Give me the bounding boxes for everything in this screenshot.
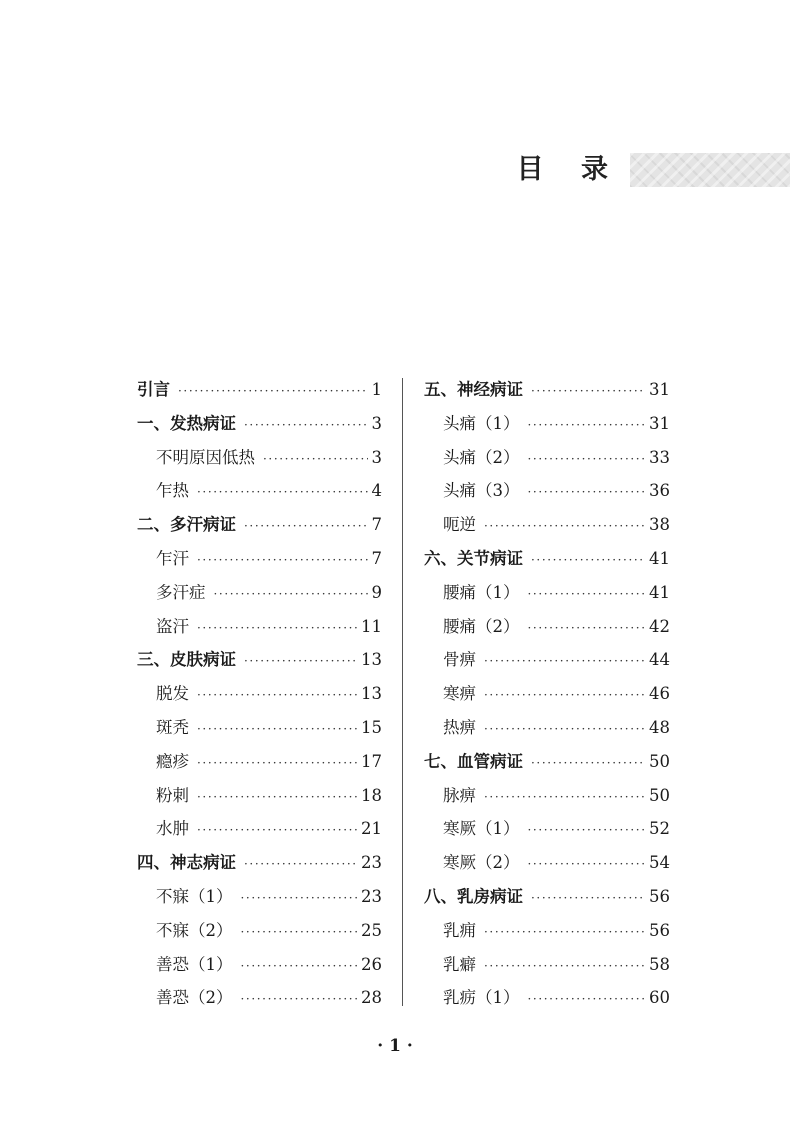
dot-leader [528,612,646,646]
dot-leader [241,950,358,984]
toc-entry-label: 腰痛（1） [443,582,520,602]
toc-entry-label: 三、皮肤病证 [137,650,236,670]
toc-entry-page: 60 [649,988,670,1008]
toc-section-entry[interactable] [137,914,382,948]
dot-leader [531,747,645,781]
toc-entry-page: 46 [649,684,670,704]
dot-leader [484,645,645,679]
toc-entry-label: 引言 [137,380,170,399]
toc-entry-label: 瘾疹 [156,751,189,771]
dot-leader [197,781,357,815]
toc-section-entry[interactable] [137,677,382,711]
toc-entry-label: 腰痛（2） [443,616,520,636]
toc-entry-page: 3 [371,447,382,467]
dot-leader [531,882,645,916]
toc-section-entry[interactable] [424,846,670,880]
toc-entry-label: 不寐（2） [156,920,233,940]
page-title: 目 录 [516,154,622,185]
toc-entry-page: 42 [649,616,670,636]
toc-entry-page: 13 [361,684,382,704]
toc-entry-page: 50 [649,751,670,771]
dot-leader [241,916,358,950]
toc-chapter-entry[interactable] [137,508,382,542]
toc-entry-page: 28 [361,988,382,1008]
dot-leader [178,375,368,409]
column-divider [402,378,403,1006]
toc-entry-page: 7 [371,548,382,568]
toc-entry-label: 头痛（3） [443,481,520,501]
dot-leader [528,443,646,477]
dot-leader [484,950,645,984]
toc-section-entry[interactable] [424,576,670,610]
dot-leader [484,916,645,950]
toc-section-entry[interactable] [137,779,382,813]
toc-section-entry[interactable] [137,610,382,644]
toc-entry-page: 11 [361,616,382,636]
toc-entry-page: 48 [649,717,670,737]
toc-entry-label: 热痹 [443,717,476,737]
toc-entry-page: 23 [361,853,382,873]
toc-entry-label: 寒痹 [443,684,476,704]
dot-leader [197,713,357,747]
toc-section-entry[interactable] [424,779,670,813]
toc-section-entry[interactable] [137,981,382,1015]
toc-chapter-entry[interactable] [424,373,670,407]
dot-leader [528,814,646,848]
dot-leader [484,781,645,815]
toc-entry-page: 58 [649,954,670,974]
toc-entry-label: 善恐（1） [156,954,233,974]
dot-leader [528,409,646,443]
toc-entry-label: 骨痹 [443,650,476,670]
toc-entry-label: 不寐（1） [156,886,233,906]
toc-entry-label: 呃逆 [443,515,476,535]
toc-entry-label: 水肿 [156,819,189,839]
dot-leader [197,747,357,781]
toc-entry-label: 盗汗 [156,616,189,636]
dot-leader [241,882,358,916]
toc-section-entry[interactable] [137,880,382,914]
dot-leader [484,510,645,544]
toc-entry-label: 乳癖 [443,954,476,974]
toc-entry-page: 3 [371,413,382,433]
dot-leader [528,848,646,882]
toc-entry-page: 26 [361,954,382,974]
toc-section-entry[interactable] [137,576,382,610]
toc-entry-label: 乳疬（1） [443,988,520,1008]
toc-chapter-entry[interactable] [137,407,382,441]
dot-leader [531,375,645,409]
toc-left-column [137,373,382,1015]
toc-entry-label: 七、血管病证 [424,751,523,771]
toc-entry-label: 脉痹 [443,785,476,805]
page-number: · 1 · [377,1036,413,1056]
toc-section-entry[interactable] [424,948,670,982]
toc-section-entry[interactable] [424,407,670,441]
dot-leader [528,476,646,510]
dot-leader [484,713,645,747]
toc-entry-label: 五、神经病证 [424,380,523,399]
toc-section-entry[interactable] [137,441,382,475]
toc-header [0,150,790,190]
toc-entry-label: 六、关节病证 [424,548,523,568]
toc-entry-label: 一、发热病证 [137,413,236,433]
toc-right-column [424,373,670,1015]
dot-leader [244,645,357,679]
title-decorative-band [630,153,790,187]
toc-entry-page: 4 [371,481,382,501]
dot-leader [241,983,358,1017]
dot-leader [214,578,368,612]
toc-section-entry[interactable] [137,745,382,779]
dot-leader [531,544,645,578]
toc-entry-page: 56 [649,920,670,940]
toc-entry-page: 31 [649,413,670,433]
toc-entry-label: 多汗症 [156,582,206,602]
toc-entry-page: 23 [361,886,382,906]
toc-section-entry[interactable] [424,643,670,677]
toc-section-entry[interactable] [424,981,670,1015]
toc-section-entry[interactable] [424,812,670,846]
toc-entry-label: 斑秃 [156,717,189,737]
dot-leader [197,544,368,578]
dot-leader [197,476,368,510]
toc-entry-page: 56 [649,886,670,906]
toc-section-entry[interactable] [137,948,382,982]
toc-entry-page: 17 [361,751,382,771]
toc-entry-label: 八、乳房病证 [424,886,523,906]
toc-chapter-entry[interactable] [424,880,670,914]
dot-leader [528,983,646,1017]
toc-section-entry[interactable] [424,914,670,948]
toc-entry-label: 寒厥（1） [443,819,520,839]
toc-entry-label: 头痛（2） [443,447,520,467]
toc-chapter-entry[interactable] [424,542,670,576]
dot-leader [528,578,646,612]
toc-section-entry[interactable] [137,812,382,846]
toc-entry-page: 1 [371,380,382,399]
toc-entry-label: 脱发 [156,684,189,704]
toc-entry-label: 善恐（2） [156,988,233,1008]
toc-entry-page: 50 [649,785,670,805]
toc-entry-label: 乍汗 [156,548,189,568]
toc-entry-page: 41 [649,548,670,568]
toc-section-entry[interactable] [424,441,670,475]
dot-leader [484,679,645,713]
toc-entry-label: 乍热 [156,481,189,501]
dot-leader [263,443,368,477]
toc-chapter-entry[interactable] [424,745,670,779]
toc-section-entry[interactable] [424,677,670,711]
toc-entry-page: 7 [371,515,382,535]
toc-entry-label: 二、多汗病证 [137,515,236,535]
dot-leader [197,679,357,713]
toc-entry-page: 15 [361,717,382,737]
dot-leader [197,814,357,848]
toc-section-entry[interactable] [424,610,670,644]
toc-section-entry[interactable] [137,711,382,745]
toc-entry-page: 38 [649,515,670,535]
dot-leader [244,510,368,544]
dot-leader [244,409,368,443]
toc-entry-page: 52 [649,819,670,839]
toc-entry-page: 44 [649,650,670,670]
toc-chapter-entry[interactable] [137,846,382,880]
toc-entry-page: 13 [361,650,382,670]
toc-chapter-entry[interactable] [137,643,382,677]
toc-entry-page: 9 [371,582,382,602]
toc-entry-label: 四、神志病证 [137,853,236,873]
toc-entry-label: 寒厥（2） [443,853,520,873]
toc-entry-page: 21 [361,819,382,839]
toc-section-entry[interactable] [424,474,670,508]
toc-section-entry[interactable] [137,474,382,508]
toc-entry-label: 不明原因低热 [156,447,255,467]
toc-chapter-entry[interactable] [137,373,382,407]
toc-entry-label: 头痛（1） [443,413,520,433]
toc-entry-label: 乳痈 [443,920,476,940]
toc-section-entry[interactable] [137,542,382,576]
toc-section-entry[interactable] [424,508,670,542]
toc-entry-page: 25 [361,920,382,940]
dot-leader [244,848,357,882]
toc-section-entry[interactable] [424,711,670,745]
dot-leader [197,612,357,646]
toc-entry-page: 33 [649,447,670,467]
toc-entry-page: 54 [649,853,670,873]
toc-entry-page: 36 [649,481,670,501]
toc-entry-label: 粉刺 [156,785,189,805]
toc-entry-page: 31 [649,380,670,399]
toc-entry-page: 41 [649,582,670,602]
toc-entry-page: 18 [361,785,382,805]
